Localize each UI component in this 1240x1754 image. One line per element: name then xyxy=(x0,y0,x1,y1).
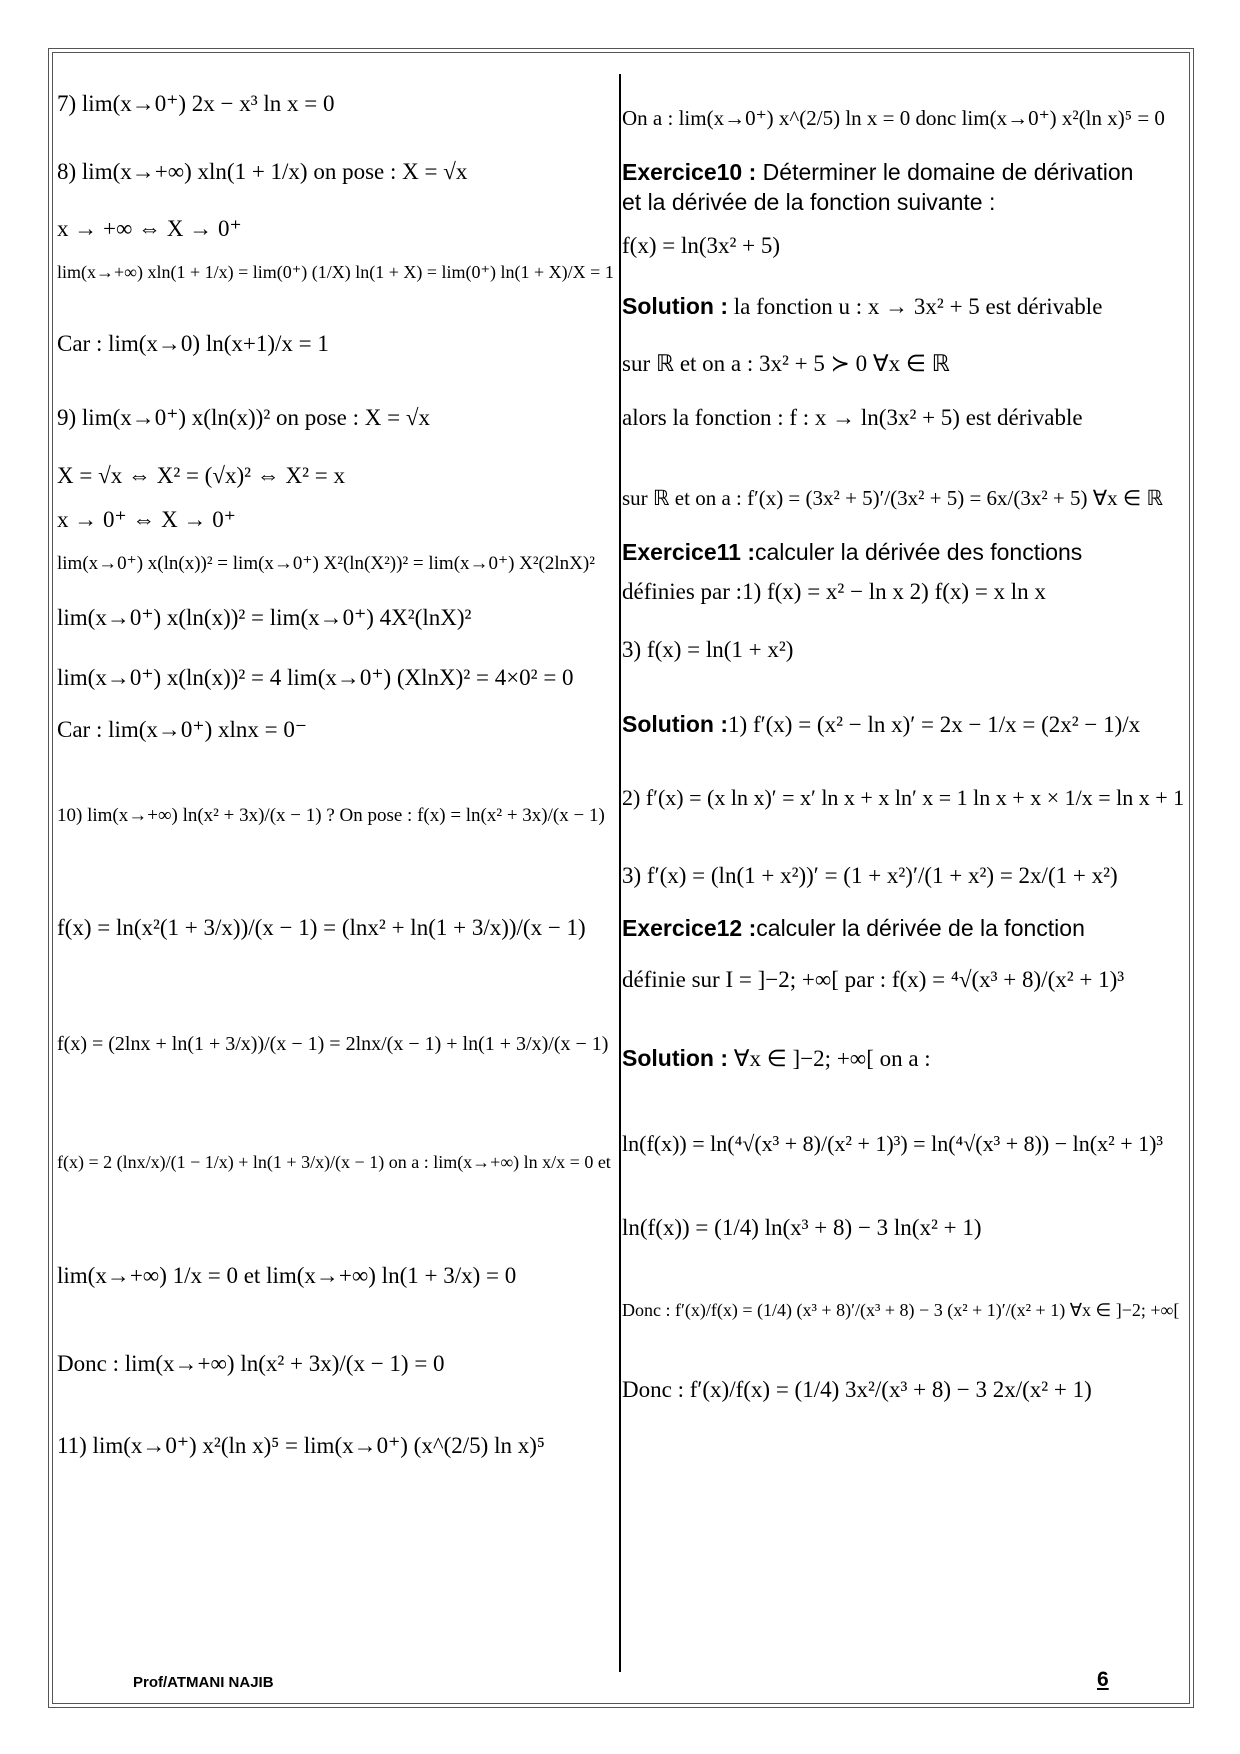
left-line-2: 8) lim(x→+∞) xln(1 + 1/x) on pose : X = √x xyxy=(57,159,468,184)
left-line-5: Car : lim(x→0) ln(x+1)/x = 1 xyxy=(57,331,329,356)
footer-author: Prof/ATMANI NAJIB xyxy=(133,1674,274,1691)
left-line-11: lim(x→0⁺) x(ln(x))² = 4 lim(x→0⁺) (XlnX)² = 4×0² = 0 xyxy=(57,665,574,690)
right-line-8: sur ℝ et on a : f′(x) = (3x² + 5)′/(3x² + 5) = 6x/(3x² + 5) ∀x ∈ ℝ xyxy=(622,486,1164,510)
left-line-15: f(x) = (2lnx + ln(1 + 3/x))/(x − 1) = 2lnx/(x − 1) + ln(1 + 3/x)/(x − 1) xyxy=(57,1033,609,1055)
left-line-8: x → 0⁺ ⇔ X → 0⁺ xyxy=(57,507,236,532)
left-line-18: Donc : lim(x→+∞) ln(x² + 3x)/(x − 1) = 0 xyxy=(57,1351,445,1376)
left-line-12: Car : lim(x→0⁺) xlnx = 0⁻ xyxy=(57,717,307,742)
left-line-1: 7) lim(x→0⁺) 2x − x³ ln x = 0 xyxy=(57,91,335,116)
right-line-10: définies par :1) f(x) = x² − ln x 2) f(x) = x ln x xyxy=(622,579,1046,604)
right-line-16: définie sur I = ]−2; +∞[ par : f(x) = ⁴√(x³ + 8)/(x² + 1)³ xyxy=(622,967,1125,992)
left-line-9: lim(x→0⁺) x(ln(x))² = lim(x→0⁺) X²(ln(X²))² = lim(x→0⁺) X²(2lnX)² xyxy=(57,553,595,574)
right-line-3: et la dérivée de la fonction suivante : xyxy=(622,189,996,215)
page-number: 6 xyxy=(1097,1668,1109,1691)
left-line-14: f(x) = ln(x²(1 + 3/x))/(x − 1) = (lnx² + ln(1 + 3/x))/(x − 1) xyxy=(57,915,586,940)
left-line-16: f(x) = 2 (lnx/x)/(1 − 1/x) + ln(1 + 3/x)/(x − 1) on a : lim(x→+∞) ln x/x = 0 et xyxy=(57,1152,611,1172)
column-divider xyxy=(619,74,621,1672)
right-line-9: Exercice11 :calculer la dérivée des fonctions xyxy=(622,539,1083,565)
right-line-7: alors la fonction : f : x → ln(3x² + 5) est dérivable xyxy=(622,405,1083,430)
right-line-17: Solution : ∀x ∈ ]−2; +∞[ on a : xyxy=(622,1045,931,1071)
right-line-12: Solution :1) f′(x) = (x² − ln x)′ = 2x − 1/x = (2x² − 1)/x xyxy=(622,711,1141,737)
right-line-4: f(x) = ln(3x² + 5) xyxy=(622,233,781,258)
left-line-3: x → +∞ ⇔ X → 0⁺ xyxy=(57,216,242,241)
left-line-6: 9) lim(x→0⁺) x(ln(x))² on pose : X = √x xyxy=(57,405,430,430)
right-line-18: ln(f(x)) = ln(⁴√(x³ + 8)/(x² + 1)³) = ln(⁴√(x³ + 8)) − ln(x² + 1)³ xyxy=(622,1131,1164,1156)
right-line-11: 3) f(x) = ln(1 + x²) xyxy=(622,637,794,662)
left-line-13: 10) lim(x→+∞) ln(x² + 3x)/(x − 1) ? On pose : f(x) = ln(x² + 3x)/(x − 1) xyxy=(57,805,605,826)
right-line-1: On a : lim(x→0⁺) x^(2/5) ln x = 0 donc lim(x→0⁺) x²(ln x)⁵ = 0 xyxy=(622,106,1165,130)
right-line-2: Exercice10 : Déterminer le domaine de dérivation xyxy=(622,159,1134,185)
right-line-5: Solution : la fonction u : x → 3x² + 5 est dérivable xyxy=(622,293,1103,319)
left-line-17: lim(x→+∞) 1/x = 0 et lim(x→+∞) ln(1 + 3/x) = 0 xyxy=(57,1263,517,1288)
left-line-7: X = √x ⇔ X² = (√x)² ⇔ X² = x xyxy=(57,463,345,488)
left-line-10: lim(x→0⁺) x(ln(x))² = lim(x→0⁺) 4X²(lnX)² xyxy=(57,605,472,630)
right-line-19: ln(f(x)) = (1/4) ln(x³ + 8) − 3 ln(x² + 1) xyxy=(622,1215,982,1240)
left-line-4: lim(x→+∞) xln(1 + 1/x) = lim(0⁺) (1/X) ln(1 + X) = lim(0⁺) ln(1 + X)/X = 1 xyxy=(57,262,614,282)
right-line-20: Donc : f′(x)/f(x) = (1/4) (x³ + 8)′/(x³ + 8) − 3 (x² + 1)′/(x² + 1) ∀x ∈ ]−2; +∞[ xyxy=(622,1300,1180,1320)
right-line-6: sur ℝ et on a : 3x² + 5 ≻ 0 ∀x ∈ ℝ xyxy=(622,351,950,376)
right-line-13: 2) f′(x) = (x ln x)′ = x′ ln x + x ln′ x = 1 ln x + x × 1/x = ln x + 1 xyxy=(622,785,1185,810)
right-line-14: 3) f′(x) = (ln(1 + x²))′ = (1 + x²)′/(1 + x²) = 2x/(1 + x²) xyxy=(622,863,1118,888)
right-line-15: Exercice12 :calculer la dérivée de la fonction xyxy=(622,915,1085,941)
right-line-21: Donc : f′(x)/f(x) = (1/4) 3x²/(x³ + 8) − 3 2x/(x² + 1) xyxy=(622,1377,1092,1402)
left-line-19: 11) lim(x→0⁺) x²(ln x)⁵ = lim(x→0⁺) (x^(2/5) ln x)⁵ xyxy=(57,1433,545,1458)
